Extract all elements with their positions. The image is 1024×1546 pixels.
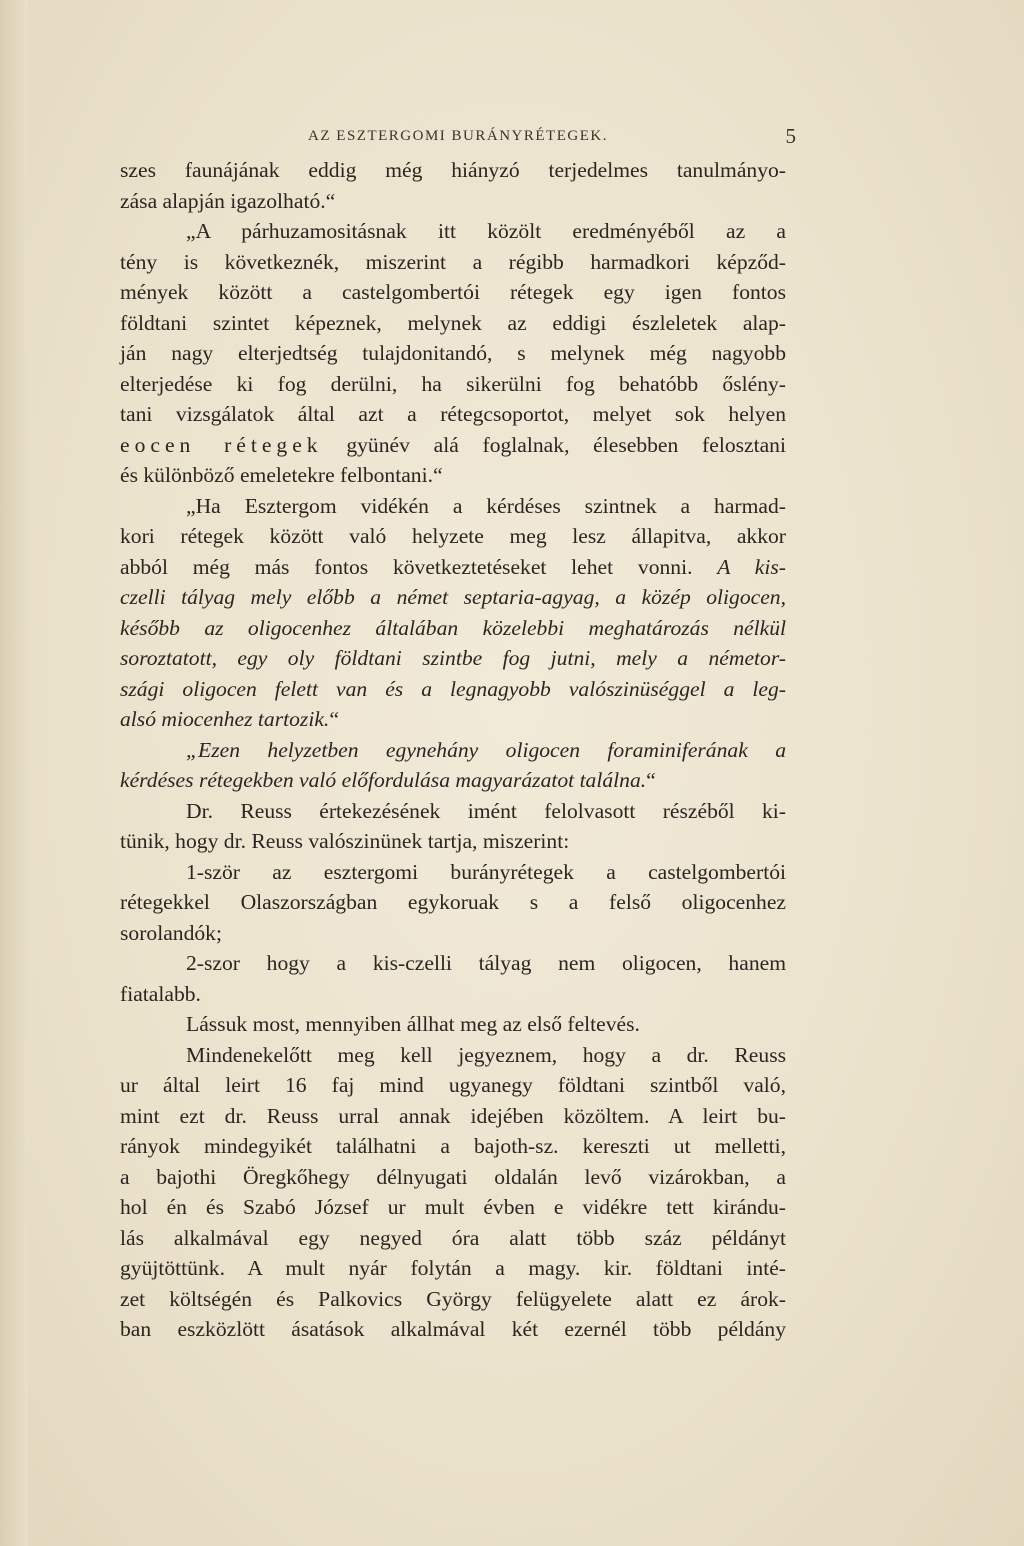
text-line <box>120 430 786 461</box>
text-line: Lássuk most, mennyiben állhat meg az első feltevés. <box>186 1012 640 1036</box>
text-line: és különböző emeletekre felbontani.“ <box>120 463 443 487</box>
text-segment: “ <box>329 707 339 731</box>
page-body <box>120 155 786 1345</box>
text-line: sorolandók; <box>120 920 222 945</box>
text-segment: gyünév alá foglalnak, élesebben felosztani <box>322 432 786 457</box>
italic-segment: alsó miocenhez tartozik. <box>120 707 330 731</box>
text-line: kori rétegek között való helyzete meg lesz állapitva, akkor <box>120 524 786 548</box>
page-number: 5 <box>785 124 796 148</box>
text-line: a bajothi Öregkőhegy délnyugati oldalán levő vizárokban, a <box>120 1164 786 1189</box>
text-line: Dr. Reuss értekezésének imént felolvasott részéből ki- <box>186 798 786 823</box>
page-header <box>120 124 796 158</box>
text-line: tani vizsgálatok által azt a rétegcsoportot, melyet sok helyen <box>120 402 786 426</box>
italic-line: „Ezen helyzetben egynehány oligocen foraminiferának a <box>186 737 786 762</box>
italic-line: szági oligocen felett van és a legnagyobb valószinüséggel a leg- <box>120 676 786 701</box>
text-line: Mindenekelőtt meg kell jegyeznem, hogy a dr. Reuss <box>186 1042 786 1067</box>
text-line: mények között a castelgombertói rétegek egy igen fontos <box>120 280 786 304</box>
text-line: ur által leirt 16 faj mind ugyanegy földtani szintből való, <box>120 1073 786 1097</box>
italic-line: czelli tályag mely előbb a német septaria-agyag, a közép oligocen, <box>120 585 786 609</box>
page-binding-edge <box>0 0 28 1546</box>
text-line: rétegekkel Olaszországban egykoruak s a felső oligocenhez <box>120 890 786 914</box>
text-line: szes faunájának eddig még hiányzó terjedelmes tanulmányo- <box>120 158 786 182</box>
text-segment: “ <box>646 768 656 792</box>
text-line: ján nagy elterjedtség tulajdonitandó, s melynek még nagyobb <box>120 341 786 365</box>
italic-line: soroztatott, egy oly földtani szintbe fog jutni, mely a németor- <box>120 646 786 670</box>
text-line: zása alapján igazolható.“ <box>120 188 336 213</box>
text-line <box>120 765 786 796</box>
text-line: ban eszközlött ásatások alkalmával két ezernél több példány <box>120 1317 786 1341</box>
text-line: hol én és Szabó József ur mult évben e vidékre tett kirándu- <box>120 1195 786 1219</box>
text-line <box>120 704 786 735</box>
text-line: gyüjtöttünk. A mult nyár folytán a magy. kir. földtani inté- <box>120 1256 786 1280</box>
text-line: rányok mindegyikét találhatni a bajoth-sz. kereszti ut melletti, <box>120 1134 786 1158</box>
text-line <box>120 552 786 583</box>
text-line: mint ezt dr. Reuss urral annak idejében közöltem. A leirt bu- <box>120 1103 786 1128</box>
text-line: lás alkalmával egy negyed óra alatt több száz példányt <box>120 1225 786 1250</box>
italic-line: később az oligocenhez általában közelebbi meghatározás nélkül <box>120 615 786 640</box>
spaced-term: eocen rétegek <box>120 432 323 457</box>
italic-segment: A kis- <box>717 554 786 579</box>
text-segment: abból még más fontos következtetéseket lehet vonni. <box>120 554 718 579</box>
text-line: 2-szor hogy a kis-czelli tályag nem oligocen, hanem <box>186 951 786 975</box>
text-line: zet költségén és Palkovics György felügyelete alatt ez árok- <box>120 1286 786 1311</box>
running-head: AZ ESZTERGOMI BURÁNYRÉTEGEK. <box>308 128 608 144</box>
text-line: tény is következnék, miszerint a régibb harmadkori képződ- <box>120 249 786 274</box>
text-line: 1-ször az esztergomi burányrétegek a castelgombertói <box>186 859 786 884</box>
italic-segment: kérdéses rétegekben való előfordulása magyarázatot találna. <box>120 768 647 792</box>
text-line: földtani szintet képeznek, melynek az eddigi észleletek alap- <box>120 310 786 335</box>
text-line: tünik, hogy dr. Reuss valószinünek tartja, miszerint: <box>120 829 570 853</box>
text-line: fiatalabb. <box>120 981 201 1006</box>
text-line: „Ha Esztergom vidékén a kérdéses szintnek a harmad- <box>186 493 786 518</box>
text-line: elterjedése ki fog derülni, ha sikerülni fog behatóbb őslény- <box>120 371 786 396</box>
text-line: „A párhuzamositásnak itt közölt eredményéből az a <box>186 219 786 243</box>
